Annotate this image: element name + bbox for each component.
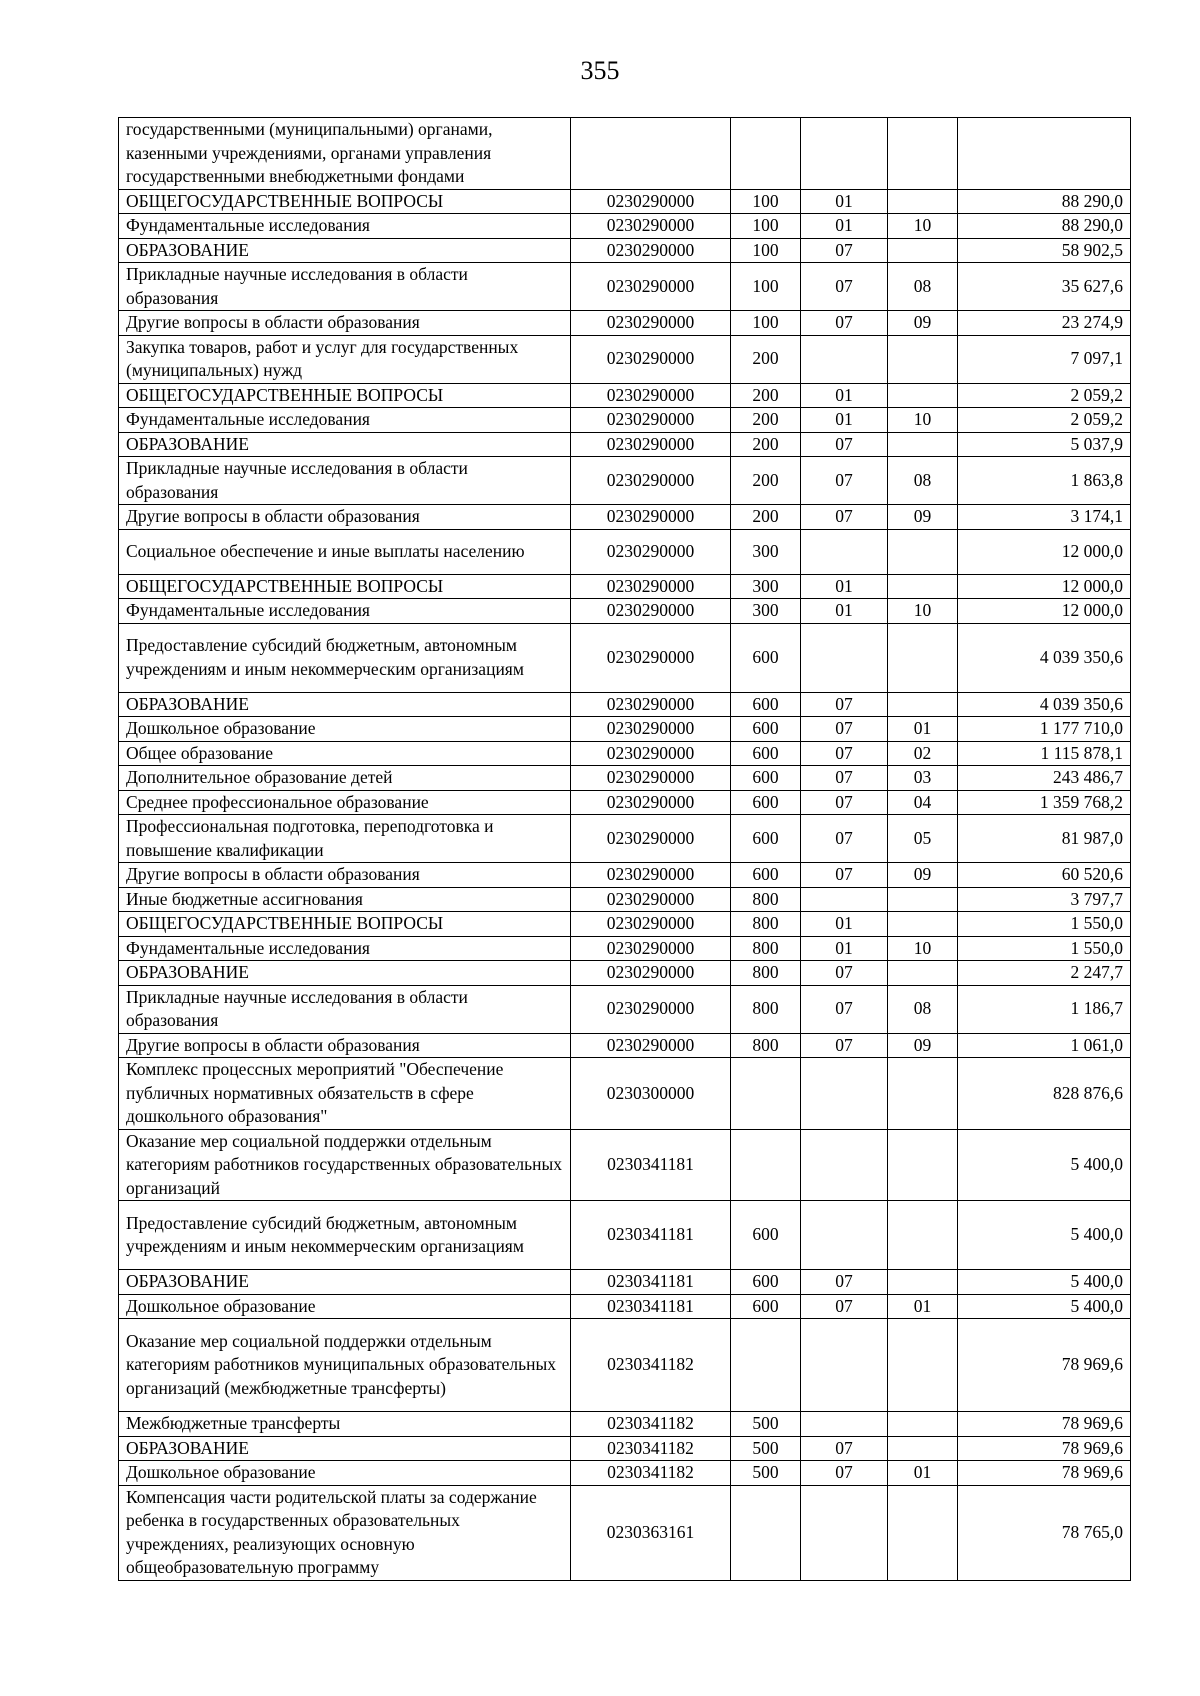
row-amount: 243 486,7 — [958, 766, 1131, 791]
row-amount: 3 174,1 — [958, 505, 1131, 530]
table-row — [119, 1058, 1131, 1130]
table-row — [119, 383, 1131, 408]
table-row — [119, 863, 1131, 888]
row-subsection: 08 — [888, 263, 958, 311]
row-section: 01 — [801, 574, 888, 599]
table-row — [119, 912, 1131, 937]
row-name: Дошкольное образование — [119, 1294, 571, 1319]
row-target-code: 0230290000 — [571, 574, 731, 599]
row-name: ОБРАЗОВАНИЕ — [119, 1270, 571, 1295]
row-subsection — [888, 1436, 958, 1461]
row-amount: 12 000,0 — [958, 529, 1131, 574]
row-subsection — [888, 1201, 958, 1270]
table-row — [119, 741, 1131, 766]
row-expense-type: 100 — [731, 189, 801, 214]
row-section: 07 — [801, 766, 888, 791]
row-name: Закупка товаров, работ и услуг для государственных (муниципальных) нужд — [119, 335, 571, 383]
row-amount: 7 097,1 — [958, 335, 1131, 383]
row-amount: 1 186,7 — [958, 985, 1131, 1033]
row-target-code: 0230341181 — [571, 1129, 731, 1201]
row-subsection — [888, 1412, 958, 1437]
row-section: 01 — [801, 599, 888, 624]
row-name: Прикладные научные исследования в области образования — [119, 457, 571, 505]
row-expense-type: 200 — [731, 505, 801, 530]
row-amount: 1 061,0 — [958, 1033, 1131, 1058]
row-target-code: 0230290000 — [571, 985, 731, 1033]
row-target-code: 0230290000 — [571, 311, 731, 336]
row-section: 07 — [801, 961, 888, 986]
row-amount: 60 520,6 — [958, 863, 1131, 888]
row-section: 01 — [801, 912, 888, 937]
table-row — [119, 1129, 1131, 1201]
row-subsection — [888, 574, 958, 599]
row-expense-type: 800 — [731, 961, 801, 986]
row-amount: 1 550,0 — [958, 936, 1131, 961]
row-subsection — [888, 961, 958, 986]
table-row — [119, 1436, 1131, 1461]
row-expense-type: 300 — [731, 574, 801, 599]
row-expense-type: 600 — [731, 863, 801, 888]
row-name: Дополнительное образование детей — [119, 766, 571, 791]
row-expense-type: 200 — [731, 383, 801, 408]
row-section: 07 — [801, 1436, 888, 1461]
row-expense-type: 600 — [731, 766, 801, 791]
row-target-code: 0230341182 — [571, 1412, 731, 1437]
row-subsection: 10 — [888, 408, 958, 433]
row-target-code: 0230290000 — [571, 1033, 731, 1058]
row-expense-type: 800 — [731, 887, 801, 912]
row-expense-type: 800 — [731, 912, 801, 937]
row-amount: 78 969,6 — [958, 1461, 1131, 1486]
row-expense-type: 500 — [731, 1412, 801, 1437]
row-section: 01 — [801, 383, 888, 408]
row-expense-type — [731, 1485, 801, 1580]
row-target-code: 0230290000 — [571, 717, 731, 742]
row-subsection — [888, 887, 958, 912]
row-subsection: 08 — [888, 457, 958, 505]
row-subsection: 10 — [888, 936, 958, 961]
row-subsection — [888, 118, 958, 190]
row-name: Компенсация части родительской платы за содержание ребенка в государственных образовательных учреждениях, реализующих основную общеобразовательную программу — [119, 1485, 571, 1580]
row-amount: 12 000,0 — [958, 599, 1131, 624]
row-subsection — [888, 1129, 958, 1201]
row-amount: 5 400,0 — [958, 1294, 1131, 1319]
row-subsection: 09 — [888, 863, 958, 888]
row-amount — [958, 118, 1131, 190]
row-subsection: 05 — [888, 815, 958, 863]
row-amount: 78 969,6 — [958, 1412, 1131, 1437]
row-amount: 5 400,0 — [958, 1129, 1131, 1201]
row-target-code: 0230363161 — [571, 1485, 731, 1580]
row-name: Общее образование — [119, 741, 571, 766]
row-target-code: 0230300000 — [571, 1058, 731, 1130]
row-section: 07 — [801, 311, 888, 336]
row-amount: 1 115 878,1 — [958, 741, 1131, 766]
row-section: 07 — [801, 505, 888, 530]
row-target-code: 0230341181 — [571, 1294, 731, 1319]
row-section: 07 — [801, 432, 888, 457]
table-row — [119, 263, 1131, 311]
row-amount: 78 969,6 — [958, 1319, 1131, 1412]
row-section — [801, 1412, 888, 1437]
row-name: Другие вопросы в области образования — [119, 1033, 571, 1058]
row-section — [801, 335, 888, 383]
row-expense-type: 200 — [731, 335, 801, 383]
row-subsection: 01 — [888, 1294, 958, 1319]
row-expense-type: 600 — [731, 741, 801, 766]
row-amount: 2 059,2 — [958, 408, 1131, 433]
table-row — [119, 574, 1131, 599]
row-subsection — [888, 238, 958, 263]
table-row — [119, 717, 1131, 742]
row-name: Прикладные научные исследования в области образования — [119, 985, 571, 1033]
row-name: Социальное обеспечение и иные выплаты населению — [119, 529, 571, 574]
table-row — [119, 1201, 1131, 1270]
row-subsection — [888, 623, 958, 692]
row-name: Другие вопросы в области образования — [119, 311, 571, 336]
row-expense-type: 600 — [731, 717, 801, 742]
row-section — [801, 1129, 888, 1201]
table-row — [119, 1412, 1131, 1437]
row-amount: 78 765,0 — [958, 1485, 1131, 1580]
row-name: Оказание мер социальной поддержки отдельным категориям работников государственных образовательных организаций — [119, 1129, 571, 1201]
row-expense-type: 100 — [731, 238, 801, 263]
row-target-code: 0230290000 — [571, 238, 731, 263]
row-expense-type: 200 — [731, 408, 801, 433]
row-subsection — [888, 1485, 958, 1580]
row-expense-type: 200 — [731, 457, 801, 505]
row-subsection: 10 — [888, 599, 958, 624]
table-row — [119, 623, 1131, 692]
row-target-code: 0230290000 — [571, 263, 731, 311]
row-name: Фундаментальные исследования — [119, 599, 571, 624]
row-name: ОБРАЗОВАНИЕ — [119, 432, 571, 457]
row-target-code: 0230290000 — [571, 623, 731, 692]
row-name: Оказание мер социальной поддержки отдельным категориям работников муниципальных образовательных организаций (межбюджетные трансферты) — [119, 1319, 571, 1412]
row-target-code: 0230290000 — [571, 887, 731, 912]
table-row — [119, 599, 1131, 624]
row-subsection: 10 — [888, 214, 958, 239]
row-subsection — [888, 432, 958, 457]
row-subsection: 02 — [888, 741, 958, 766]
row-amount: 5 400,0 — [958, 1270, 1131, 1295]
row-subsection — [888, 189, 958, 214]
row-section: 07 — [801, 238, 888, 263]
row-section — [801, 1058, 888, 1130]
row-subsection — [888, 692, 958, 717]
row-name: ОБЩЕГОСУДАРСТВЕННЫЕ ВОПРОСЫ — [119, 574, 571, 599]
table-row — [119, 815, 1131, 863]
table-row — [119, 432, 1131, 457]
row-expense-type: 600 — [731, 1201, 801, 1270]
table-row — [119, 1270, 1131, 1295]
table-row — [119, 529, 1131, 574]
row-name: ОБРАЗОВАНИЕ — [119, 238, 571, 263]
row-section — [801, 529, 888, 574]
row-amount: 23 274,9 — [958, 311, 1131, 336]
row-section — [801, 1485, 888, 1580]
row-target-code: 0230341181 — [571, 1270, 731, 1295]
row-name: Фундаментальные исследования — [119, 936, 571, 961]
row-amount: 2 247,7 — [958, 961, 1131, 986]
row-name: Другие вопросы в области образования — [119, 505, 571, 530]
row-amount: 828 876,6 — [958, 1058, 1131, 1130]
row-expense-type: 100 — [731, 311, 801, 336]
table-row — [119, 961, 1131, 986]
row-amount: 3 797,7 — [958, 887, 1131, 912]
row-amount: 5 400,0 — [958, 1201, 1131, 1270]
budget-table-body — [119, 118, 1131, 1581]
row-amount: 2 059,2 — [958, 383, 1131, 408]
row-name: ОБЩЕГОСУДАРСТВЕННЫЕ ВОПРОСЫ — [119, 383, 571, 408]
row-expense-type — [731, 1058, 801, 1130]
row-section: 07 — [801, 263, 888, 311]
table-row — [119, 1294, 1131, 1319]
table-row — [119, 189, 1131, 214]
row-subsection — [888, 529, 958, 574]
row-name: Предоставление субсидий бюджетным, автономным учреждениям и иным некоммерческим организациям — [119, 1201, 571, 1270]
row-name: Фундаментальные исследования — [119, 214, 571, 239]
row-expense-type: 600 — [731, 623, 801, 692]
row-section: 07 — [801, 1461, 888, 1486]
row-expense-type: 600 — [731, 1294, 801, 1319]
table-row — [119, 1319, 1131, 1412]
row-section: 07 — [801, 692, 888, 717]
row-name: ОБРАЗОВАНИЕ — [119, 692, 571, 717]
row-target-code: 0230290000 — [571, 335, 731, 383]
row-target-code: 0230290000 — [571, 189, 731, 214]
row-section: 07 — [801, 741, 888, 766]
row-target-code: 0230290000 — [571, 383, 731, 408]
row-target-code: 0230341182 — [571, 1461, 731, 1486]
row-amount: 88 290,0 — [958, 189, 1131, 214]
table-row — [119, 457, 1131, 505]
table-row — [119, 766, 1131, 791]
table-row — [119, 985, 1131, 1033]
row-target-code: 0230290000 — [571, 741, 731, 766]
row-target-code: 0230290000 — [571, 936, 731, 961]
row-section — [801, 887, 888, 912]
row-name: Фундаментальные исследования — [119, 408, 571, 433]
row-section: 01 — [801, 189, 888, 214]
row-subsection — [888, 1319, 958, 1412]
table-row — [119, 887, 1131, 912]
row-section — [801, 1319, 888, 1412]
row-name: государственными (муниципальными) органами, казенными учреждениями, органами управления государственными внебюджетными фондами — [119, 118, 571, 190]
row-subsection: 09 — [888, 505, 958, 530]
row-expense-type: 600 — [731, 1270, 801, 1295]
row-target-code: 0230341182 — [571, 1319, 731, 1412]
table-row — [119, 936, 1131, 961]
budget-table — [118, 117, 1131, 1581]
row-subsection: 04 — [888, 790, 958, 815]
row-name: Предоставление субсидий бюджетным, автономным учреждениям и иным некоммерческим организациям — [119, 623, 571, 692]
row-amount: 58 902,5 — [958, 238, 1131, 263]
row-target-code: 0230341182 — [571, 1436, 731, 1461]
page-number: 355 — [580, 56, 620, 85]
row-section — [801, 623, 888, 692]
row-section: 01 — [801, 408, 888, 433]
row-target-code: 0230290000 — [571, 815, 731, 863]
row-name: ОБРАЗОВАНИЕ — [119, 961, 571, 986]
row-name: ОБЩЕГОСУДАРСТВЕННЫЕ ВОПРОСЫ — [119, 189, 571, 214]
row-name: Межбюджетные трансферты — [119, 1412, 571, 1437]
row-section: 07 — [801, 1270, 888, 1295]
table-row — [119, 238, 1131, 263]
row-amount: 88 290,0 — [958, 214, 1131, 239]
row-name: Другие вопросы в области образования — [119, 863, 571, 888]
row-name: Дошкольное образование — [119, 717, 571, 742]
table-row — [119, 214, 1131, 239]
row-target-code: 0230290000 — [571, 961, 731, 986]
row-target-code: 0230290000 — [571, 790, 731, 815]
row-section — [801, 118, 888, 190]
row-subsection: 09 — [888, 311, 958, 336]
table-row — [119, 311, 1131, 336]
row-name: ОБРАЗОВАНИЕ — [119, 1436, 571, 1461]
row-target-code: 0230290000 — [571, 214, 731, 239]
row-name: Профессиональная подготовка, переподготовка и повышение квалификации — [119, 815, 571, 863]
row-section: 07 — [801, 717, 888, 742]
row-amount: 12 000,0 — [958, 574, 1131, 599]
row-amount: 35 627,6 — [958, 263, 1131, 311]
row-subsection: 08 — [888, 985, 958, 1033]
row-target-code: 0230290000 — [571, 912, 731, 937]
row-target-code: 0230290000 — [571, 529, 731, 574]
row-subsection: 03 — [888, 766, 958, 791]
row-amount: 78 969,6 — [958, 1436, 1131, 1461]
row-name: Среднее профессиональное образование — [119, 790, 571, 815]
row-expense-type: 100 — [731, 214, 801, 239]
row-expense-type: 200 — [731, 432, 801, 457]
row-section — [801, 1201, 888, 1270]
row-name: Комплекс процессных мероприятий "Обеспечение публичных нормативных обязательств в сфере дошкольного образования" — [119, 1058, 571, 1130]
row-amount: 1 359 768,2 — [958, 790, 1131, 815]
row-expense-type: 100 — [731, 263, 801, 311]
row-subsection — [888, 335, 958, 383]
row-target-code: 0230290000 — [571, 863, 731, 888]
row-subsection — [888, 1058, 958, 1130]
row-name: ОБЩЕГОСУДАРСТВЕННЫЕ ВОПРОСЫ — [119, 912, 571, 937]
row-expense-type: 500 — [731, 1461, 801, 1486]
row-target-code: 0230290000 — [571, 408, 731, 433]
row-subsection: 01 — [888, 717, 958, 742]
row-expense-type: 600 — [731, 692, 801, 717]
row-amount: 1 550,0 — [958, 912, 1131, 937]
table-row — [119, 505, 1131, 530]
row-target-code: 0230290000 — [571, 692, 731, 717]
row-expense-type: 300 — [731, 529, 801, 574]
table-row — [119, 1033, 1131, 1058]
table-row — [119, 692, 1131, 717]
row-target-code: 0230290000 — [571, 505, 731, 530]
row-expense-type: 600 — [731, 790, 801, 815]
row-target-code: 0230341181 — [571, 1201, 731, 1270]
row-expense-type: 800 — [731, 1033, 801, 1058]
row-amount: 4 039 350,6 — [958, 623, 1131, 692]
row-target-code — [571, 118, 731, 190]
row-amount: 1 177 710,0 — [958, 717, 1131, 742]
row-subsection: 01 — [888, 1461, 958, 1486]
table-row — [119, 118, 1131, 190]
row-section: 01 — [801, 214, 888, 239]
row-expense-type: 800 — [731, 936, 801, 961]
row-expense-type: 600 — [731, 815, 801, 863]
row-name: Прикладные научные исследования в области образования — [119, 263, 571, 311]
row-target-code: 0230290000 — [571, 766, 731, 791]
table-row — [119, 1461, 1131, 1486]
row-expense-type — [731, 1319, 801, 1412]
row-section: 07 — [801, 1294, 888, 1319]
row-subsection — [888, 383, 958, 408]
row-amount: 4 039 350,6 — [958, 692, 1131, 717]
row-amount: 81 987,0 — [958, 815, 1131, 863]
table-row — [119, 790, 1131, 815]
row-name: Дошкольное образование — [119, 1461, 571, 1486]
row-section: 07 — [801, 815, 888, 863]
row-amount: 1 863,8 — [958, 457, 1131, 505]
row-section: 07 — [801, 790, 888, 815]
row-name: Иные бюджетные ассигнования — [119, 887, 571, 912]
row-amount: 5 037,9 — [958, 432, 1131, 457]
row-expense-type — [731, 1129, 801, 1201]
row-section: 07 — [801, 985, 888, 1033]
row-expense-type: 800 — [731, 985, 801, 1033]
row-expense-type — [731, 118, 801, 190]
table-row — [119, 1485, 1131, 1580]
row-section: 07 — [801, 457, 888, 505]
row-target-code: 0230290000 — [571, 432, 731, 457]
row-expense-type: 300 — [731, 599, 801, 624]
row-expense-type: 500 — [731, 1436, 801, 1461]
row-subsection — [888, 1270, 958, 1295]
table-row — [119, 335, 1131, 383]
row-section: 01 — [801, 936, 888, 961]
row-target-code: 0230290000 — [571, 599, 731, 624]
row-subsection: 09 — [888, 1033, 958, 1058]
row-subsection — [888, 912, 958, 937]
row-section: 07 — [801, 1033, 888, 1058]
table-row — [119, 408, 1131, 433]
row-target-code: 0230290000 — [571, 457, 731, 505]
row-section: 07 — [801, 863, 888, 888]
